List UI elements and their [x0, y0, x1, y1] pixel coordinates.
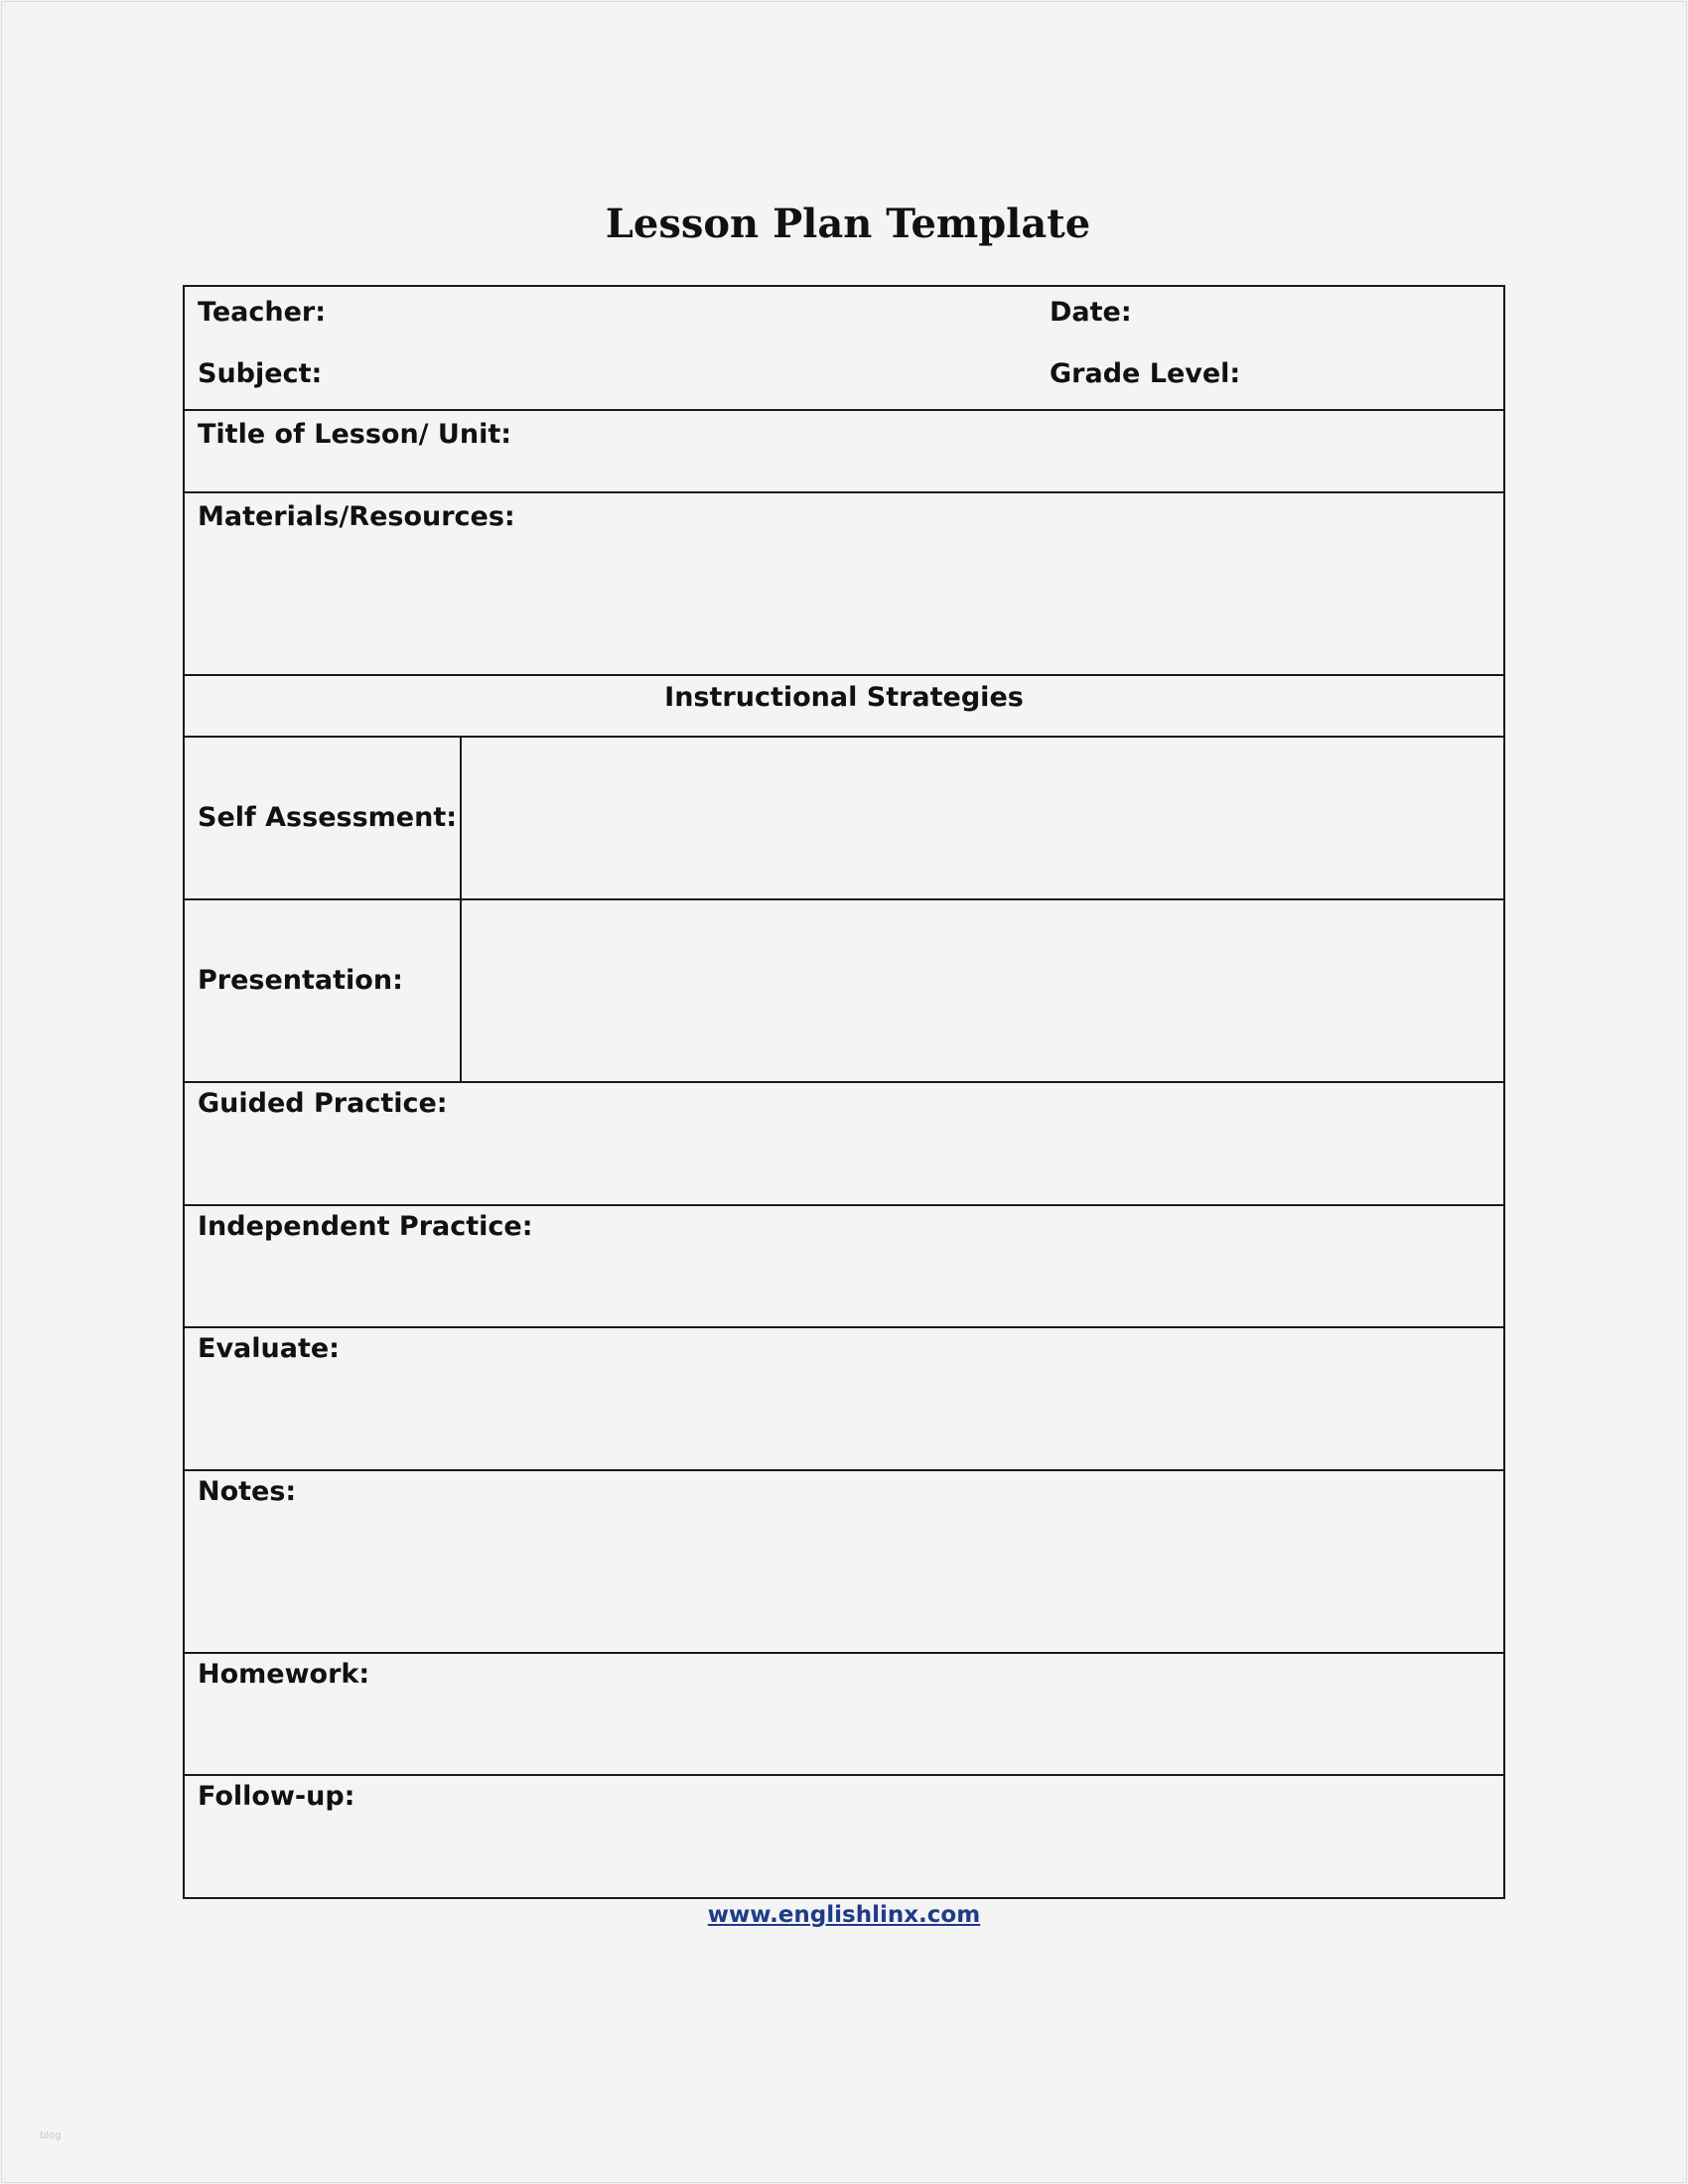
divider-strategies [185, 736, 1503, 738]
materials-label: Materials/Resources: [198, 501, 515, 532]
grade-level-label: Grade Level: [1050, 358, 1241, 389]
evaluate-label: Evaluate: [198, 1333, 340, 1364]
notes-label: Notes: [198, 1476, 297, 1507]
subject-label: Subject: [198, 358, 323, 389]
divider-presentation [185, 1081, 1503, 1083]
divider-self-assessment [185, 898, 1503, 900]
guided-practice-label: Guided Practice: [198, 1088, 448, 1119]
independent-practice-label: Independent Practice: [198, 1211, 533, 1242]
divider-materials [185, 674, 1503, 676]
divider-guided [185, 1204, 1503, 1206]
divider-notes [185, 1652, 1503, 1654]
divider-header [185, 409, 1503, 411]
homework-label: Homework: [198, 1659, 370, 1690]
divider-homework [185, 1774, 1503, 1776]
corner-watermark: blog [40, 2130, 62, 2141]
divider-strategy-column [460, 736, 462, 1081]
self-assessment-label: Self Assessment: [198, 802, 458, 833]
presentation-label: Presentation: [198, 965, 403, 996]
lesson-plan-form [183, 285, 1505, 1899]
divider-title [185, 491, 1503, 493]
footer-link[interactable]: www.englishlinx.com [707, 1902, 981, 1928]
title-of-lesson-label: Title of Lesson/ Unit: [198, 419, 512, 450]
instructional-strategies-heading: Instructional Strategies [664, 682, 1024, 713]
follow-up-label: Follow-up: [198, 1781, 355, 1812]
date-label: Date: [1050, 297, 1132, 328]
teacher-label: Teacher: [198, 297, 327, 328]
divider-independent [185, 1326, 1503, 1328]
divider-evaluate [185, 1469, 1503, 1471]
page-title: Lesson Plan Template [605, 201, 1091, 247]
